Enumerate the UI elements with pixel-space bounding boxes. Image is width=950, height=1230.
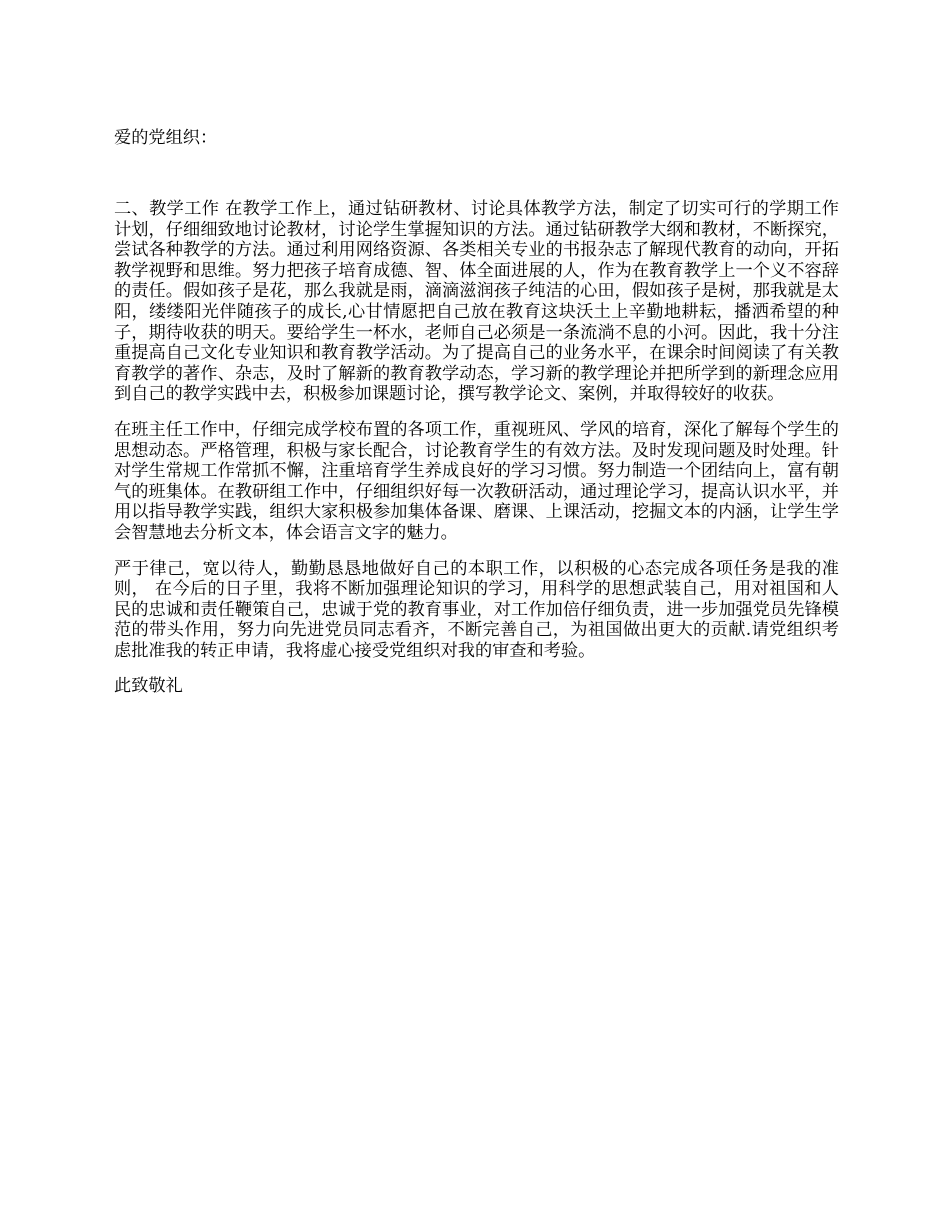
- closing-greeting: 此致敬礼: [114, 676, 183, 697]
- paragraph-class-teacher-work: 在班主任工作中，仔细完成学校布置的各项工作，重视班风、学风的培育，深化了解每个学生的思想动态。严格管理，积极与家长配合，讨论教育学生的有效方法。及时发现问题及时处理。针对学生常规工作常抓不懈，注重培育学生养成良好的学习习惯。努力制造一个团结向上，富有朝气的班集体。在教研组工作中，仔细组织好每一次教研活动，通过理论学习，提高认识水平，并用以指导教学实践，组织大家积极参加集体备课、磨课、上课活动，挖掘文本的内涵，让学生学会智慧地去分析文本，体会语言文字的魅力。: [114, 419, 839, 543]
- document-body: [114, 199, 839, 697]
- paragraph-self-discipline: 严于律己，宽以待人，勤勤恳恳地做好自己的本职工作，以积极的心态完成各项任务是我的准则， 在今后的日子里，我将不断加强理论知识的学习，用科学的思想武装自己，用对祖国和人民的忠诚和责任鞭策自己，忠诚于党的教育事业，对工作加倍仔细负责，进一步加强党员先锋模范的带头作用，努力向先进党员同志看齐，不断完善自己，为祖国做出更大的贡献.请党组织考虑批准我的转正申请，我将虚心接受党组织对我的审查和考验。: [114, 558, 839, 661]
- paragraph-teaching-work: 二、教学工作 在教学工作上，通过钻研教材、讨论具体教学方法，制定了切实可行的学期工作计划，仔细细致地讨论教材，讨论学生掌握知识的方法。通过钻研教学大纲和教材，不断探究，尝试各种教学的方法。通过利用网络资源、各类相关专业的书报杂志了解现代教育的动向，开拓教学视野和思维。努力把孩子培育成德、智、体全面进展的人，作为在教育教学上一个义不容辞的责任。假如孩子是花，那么我就是雨，滴滴滋润孩子纯洁的心田，假如孩子是树，那我就是太阳，缕缕阳光伴随孩子的成长,心甘情愿把自己放在教育这块沃土上辛勤地耕耘，播洒希望的种子，期待收获的明天。要给学生一杯水，老师自己必须是一条流淌不息的小河。因此，我十分注重提高自己文化专业知识和教育教学活动。为了提高自己的业务水平，在课余时间阅读了有关教育教学的著作、杂志，及时了解新的教育教学动态，学习新的教学理论并把所学到的新理念应用到自己的教学实践中去，积极参加课题讨论，撰写教学论文、案例，并取得较好的收获。: [114, 199, 839, 405]
- salutation: 爱的党组织：: [114, 128, 218, 148]
